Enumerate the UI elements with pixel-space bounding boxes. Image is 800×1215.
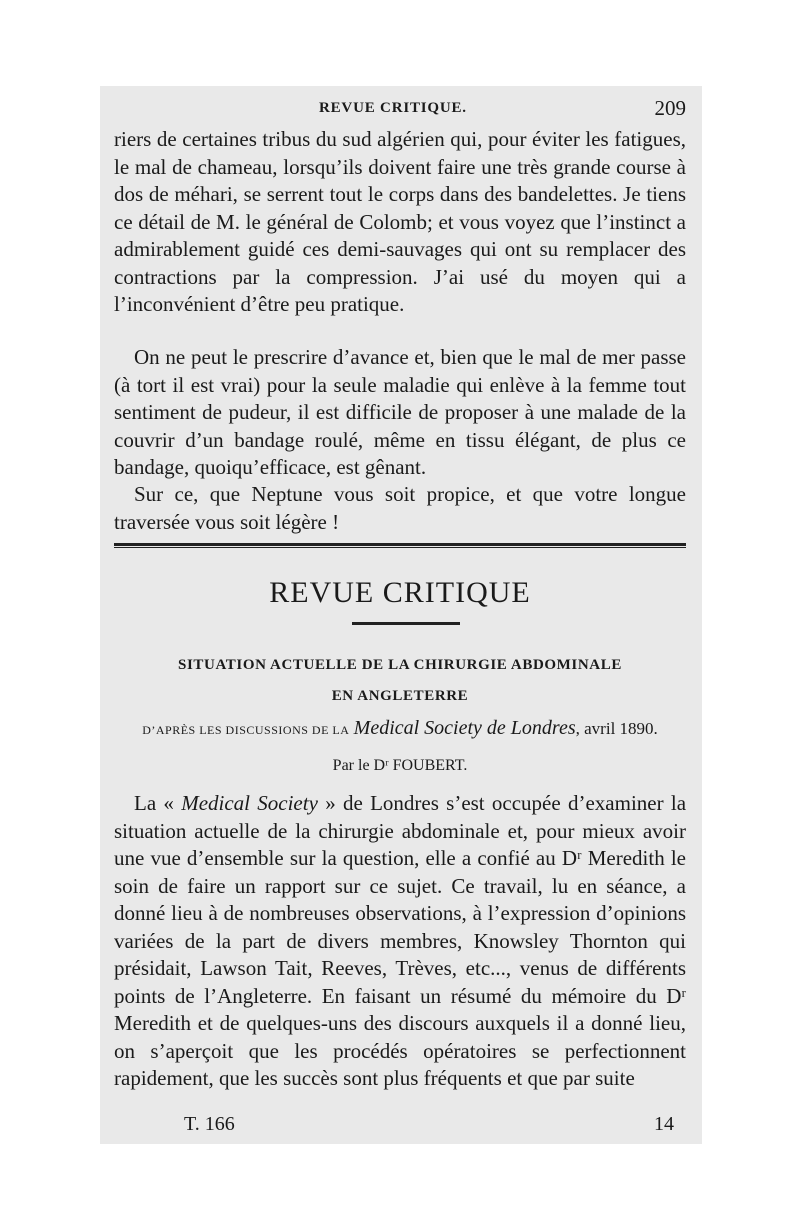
source-title: Medical Society de Londres: [353, 717, 576, 739]
page-header: [114, 96, 686, 122]
source-date: , avril 1890.: [575, 719, 658, 738]
title-underline: [352, 622, 460, 625]
page-number: 209: [654, 96, 686, 120]
paragraph-continuation: riers de certaines tribus du sud algérien qui, pour éviter les fatigues, le mal de chameau, lorsqu’ils doivent faire une très grande course à dos de méhari, se serrent tout le corps dans des bandelettes. Je tiens ce détail de M. le général de Colomb; et vous voyez que l’instinct a admirablement guidé ces demi-sauvages qui ont su remplacer des contractions par la compression. J’ai usé du moyen qui a l’inconvénient d’être peu pratique.: [114, 127, 686, 316]
society-name: Medical Society: [181, 791, 318, 815]
article-text: » de Londres s’est occupée d’examiner la situation actuelle de la chirurgie abdominale et, pour mieux avoir une vue d’ensemble sur la question, elle a confié au Dʳ Meredith le soin de faire un rapport sur ce sujet. Ce travail, lu en séance, a donné lieu à de nombreuses observations, à l’expression d’opinions variées de la part de divers membres, Knowsley Thornton qui présidait, Lawson Tait, Reeves, Trèves, etc..., venus de différents points de l’Angleterre. En faisant un résumé du mémoire du Dʳ Meredith et de quelques-uns des discours auxquels il a donné lieu, on s’aperçoit que les procédés opératoires se perfectionnent rapidement, que les succès sont plus fréquents et que par suite: [114, 791, 687, 1090]
section-title: REVUE CRITIQUE: [269, 576, 531, 609]
paragraph-closing: Sur ce, que Neptune vous soit propice, et que votre longue traversée vous soit légère !: [114, 482, 686, 534]
article-lead: La «: [134, 791, 174, 815]
article-title-line2: EN ANGLETERRE: [331, 688, 469, 704]
author-line: Par le Dʳ FOUBERT.: [332, 757, 468, 774]
section-divider: [114, 543, 686, 548]
page-footer: [114, 1113, 686, 1139]
signature-mark: 14: [654, 1113, 674, 1135]
source-prefix: D’APRÈS LES DISCUSSIONS DE LA: [142, 723, 350, 737]
tome-number: T. 166: [184, 1113, 235, 1135]
paragraph-mal-de-mer: On ne peut le prescrire d’avance et, bien que le mal de mer passe (à tort il est vrai) pour la seule maladie qui enlève à la femme tout sentiment de pudeur, il est difficile de proposer à une malade de la couvrir d’un bandage roulé, même en tissu élégant, de plus ce bandage, quoiqu’efficace, est gênant.: [114, 345, 686, 479]
source-line: [114, 717, 686, 740]
running-title: REVUE CRITIQUE.: [319, 100, 467, 116]
article-title-line1: SITUATION ACTUELLE DE LA CHIRURGIE ABDOMINALE: [178, 657, 622, 673]
article-body: [114, 790, 686, 1093]
